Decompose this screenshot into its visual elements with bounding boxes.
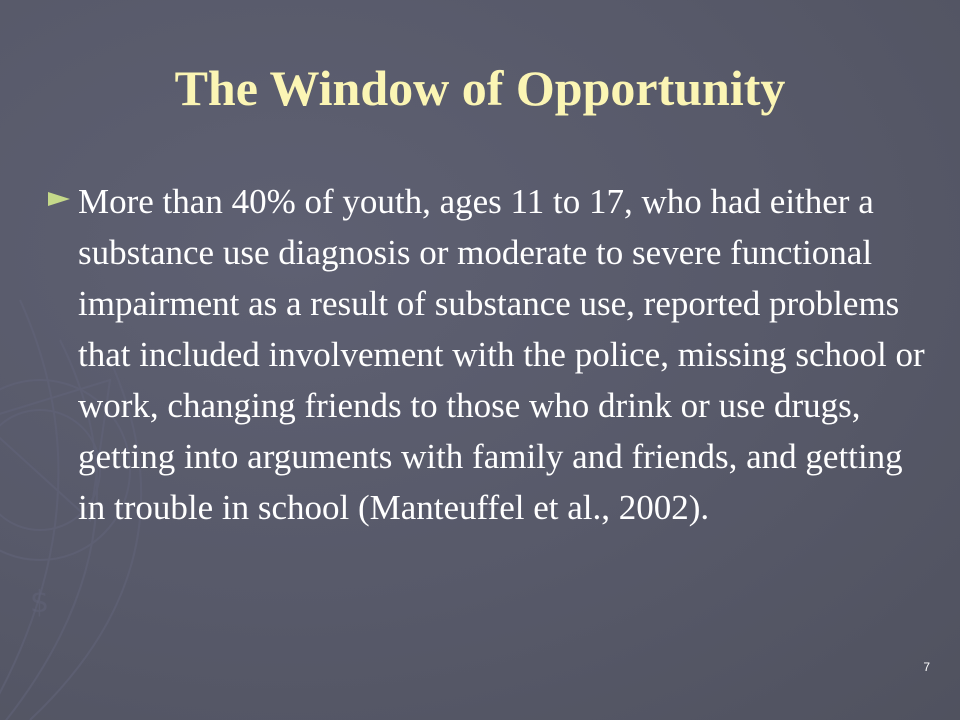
page-number: 7	[923, 660, 930, 674]
slide-title: The Window of Opportunity	[174, 60, 786, 116]
bullet-text: More than 40% of youth, ages 11 to 17, who had either a substance use diagnosis or moderate to severe functional impairment as a result of substance use, reported problems that included involvement with the police, missing school or work, changing friends to those who drink or use drugs, getting into arguments with family and friends, and getting in trouble in school (Manteuffel et al., 2002).	[78, 182, 925, 527]
triangle-bullet-icon	[46, 190, 72, 208]
currency-watermark-icon: $	[30, 585, 50, 620]
bullet-item	[46, 176, 926, 533]
